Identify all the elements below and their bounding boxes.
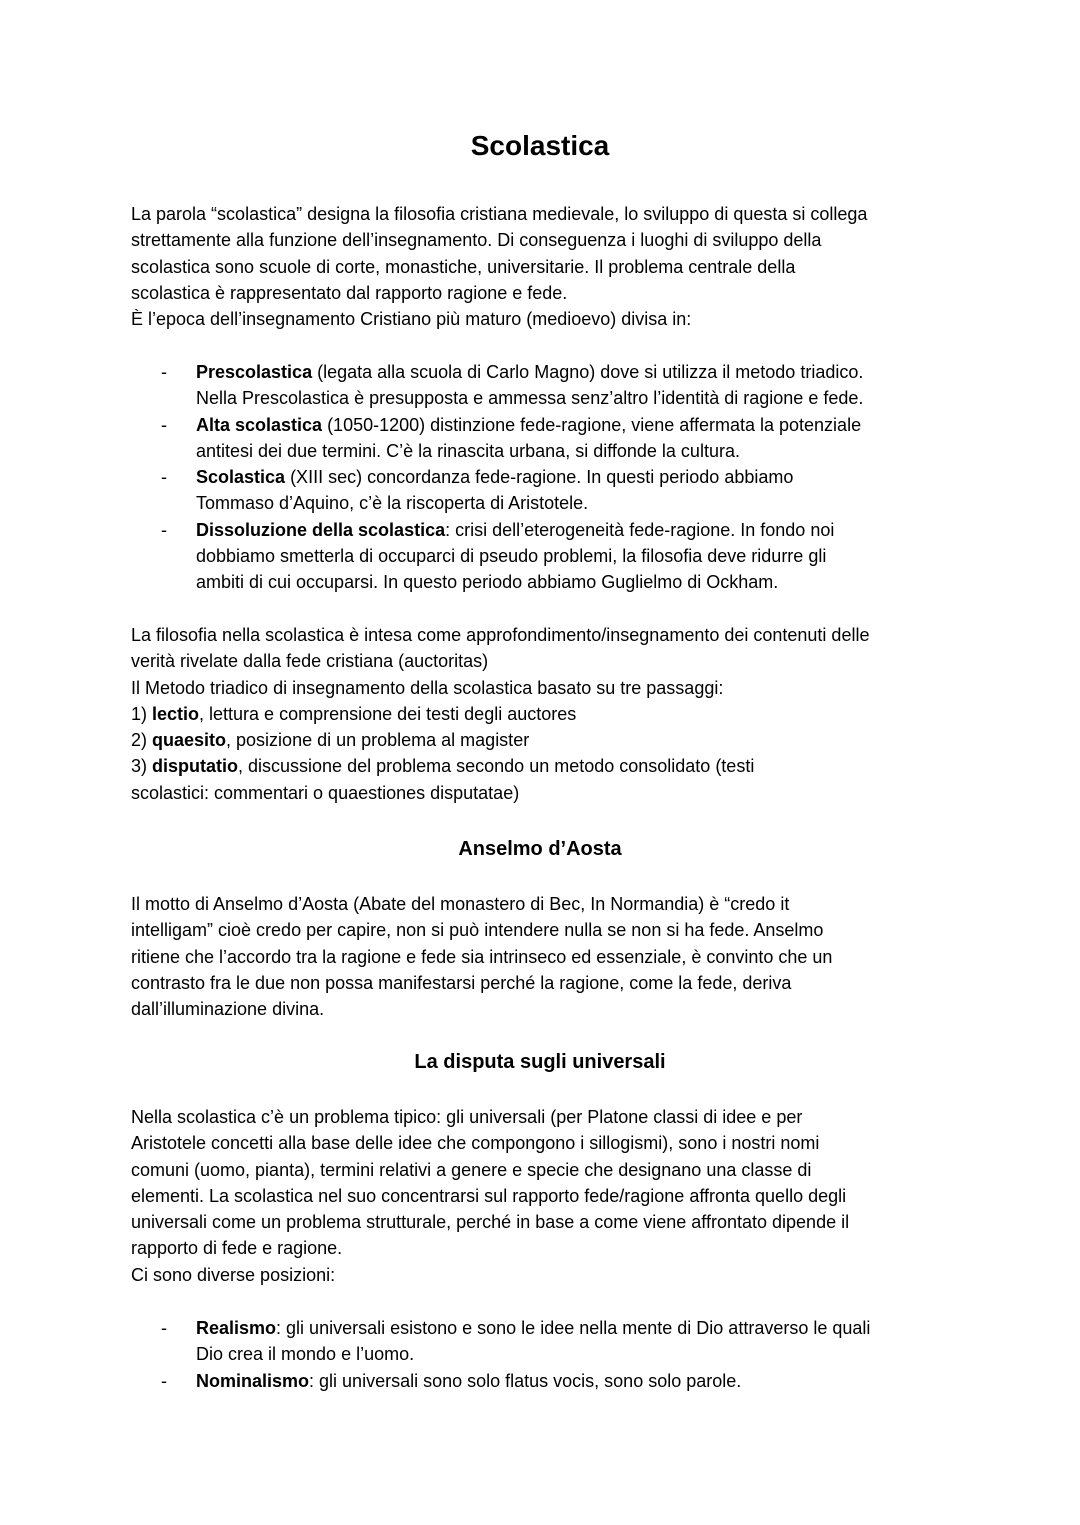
list-item	[131, 517, 961, 596]
universali-paragraph	[131, 1104, 961, 1288]
text-line: scolastica sono scuole di corte, monastiche, universitarie. Il problema centrale della	[131, 256, 796, 277]
text-line: Aristotele concetti alla base delle idee che compongono i sillogismi), sono i nostri nomi	[131, 1133, 820, 1154]
list-item	[131, 1315, 961, 1368]
text-line: scolastica è rappresentato dal rapporto ragione e fede.	[131, 282, 568, 303]
text-line: rapporto di fede e ragione.	[131, 1238, 343, 1259]
period-text: antitesi dei due termini. C’è la rinascita urbana, si diffonde la cultura.	[196, 440, 740, 461]
list-item	[131, 359, 961, 412]
method-term: disputatio	[152, 756, 239, 777]
text-line: ritiene che l’accordo tra la ragione e fede sia intrinseco ed essenziale, è convinto che un	[131, 946, 833, 967]
period-text: (XIII sec) concordanza fede-ragione. In questi periodo abbiamo	[285, 467, 794, 488]
period-term: Alta scolastica	[196, 414, 323, 435]
positions-list	[131, 1315, 961, 1394]
period-term: Prescolastica	[196, 362, 313, 382]
period-term: Scolastica	[196, 467, 286, 488]
method-step: 3) disputatio, discussione del problema secondo un metodo consolidato (testi	[131, 756, 755, 777]
position-text: : gli universali esistono e sono le idee nella mente di Dio attraverso le quali	[276, 1318, 871, 1338]
method-term: lectio	[152, 703, 200, 724]
text-line: verità rivelate dalla fede cristiana (auctoritas)	[131, 651, 489, 672]
position-text: Dio crea il mondo e l’uomo.	[196, 1344, 415, 1365]
period-text: Nella Prescolastica è presupposta e ammessa senz’altro l’identità di ragione e fede.	[196, 388, 864, 409]
method-step: 1) lectio, lettura e comprensione dei testi degli auctores	[131, 703, 577, 724]
text-line: La parola “scolastica” designa la filosofia cristiana medievale, lo sviluppo di questa si collega	[131, 204, 868, 224]
text-line: strettamente alla funzione dell’insegnamento. Di conseguenza i luoghi di sviluppo della	[131, 230, 822, 251]
position-term: Realismo	[196, 1318, 277, 1338]
philosophy-paragraph	[131, 622, 961, 806]
bullet-dash: -	[161, 467, 167, 488]
text-line: contrasto fra le due non possa manifestarsi perché la ragione, come la fede, deriva	[131, 972, 792, 993]
text-line: Nella scolastica c’è un problema tipico: gli universali (per Platone classi di idee e per	[131, 1107, 803, 1127]
list-item	[131, 464, 961, 517]
period-text: ambiti di cui occuparsi. In questo periodo abbiamo Guglielmo di Ockham.	[196, 572, 779, 593]
section-heading-universali: La disputa sugli universali	[414, 1051, 666, 1073]
bullet-dash: -	[161, 1370, 167, 1391]
period-text: dobbiamo smetterla di occuparci di pseudo problemi, la filosofia deve ridurre gli	[196, 546, 827, 567]
periods-list	[131, 359, 961, 596]
anselmo-paragraph	[131, 891, 961, 1022]
bullet-dash: -	[161, 414, 167, 435]
method-step: 2) quaesito, posizione di un problema al magister	[131, 730, 530, 751]
list-item	[131, 412, 961, 465]
text-line: universali come un problema strutturale, perché in base a come viene affrontato dipende il	[131, 1212, 850, 1233]
text-line: dall’illuminazione divina.	[131, 999, 325, 1020]
bullet-dash: -	[161, 519, 167, 540]
position-term: Nominalismo	[196, 1370, 310, 1391]
text-line: Ci sono diverse posizioni:	[131, 1264, 336, 1285]
bullet-dash: -	[161, 362, 167, 382]
text-line: elementi. La scolastica nel suo concentrarsi sul rapporto fede/ragione affronta quello degli	[131, 1185, 847, 1206]
text-line: La filosofia nella scolastica è intesa come approfondimento/insegnamento dei contenuti delle	[131, 625, 870, 645]
period-text: (1050-1200) distinzione fede-ragione, viene affermata la potenziale	[322, 414, 862, 435]
page-title: Scolastica	[470, 130, 610, 161]
text-line: È l’epoca dell’insegnamento Cristiano più maturo (medioevo) divisa in:	[131, 309, 692, 330]
period-text: Tommaso d’Aquino, c’è la riscoperta di Aristotele.	[196, 493, 589, 514]
period-term: Dissoluzione della scolastica	[196, 519, 446, 540]
bullet-dash: -	[161, 1318, 167, 1338]
period-text: (legata alla scuola di Carlo Magno) dove si utilizza il metodo triadico.	[312, 362, 864, 382]
section-heading-anselmo: Anselmo d’Aosta	[458, 838, 622, 860]
list-item	[131, 1368, 961, 1394]
method-term: quaesito	[152, 730, 227, 751]
text-line: scolastici: commentari o quaestiones disputatae)	[131, 782, 520, 803]
text-line: Il Metodo triadico di insegnamento della scolastica basato su tre passaggi:	[131, 677, 724, 698]
intro-paragraph	[131, 201, 961, 332]
position-text: : gli universali sono solo flatus vocis, sono solo parole.	[309, 1370, 742, 1391]
period-text: : crisi dell’eterogeneità fede-ragione. In fondo noi	[445, 519, 835, 540]
text-line: intelligam” cioè credo per capire, non si può intendere nulla se non si ha fede. Anselmo	[131, 920, 824, 941]
text-line: Il motto di Anselmo d’Aosta (Abate del monastero di Bec, In Normandia) è “credo it	[131, 894, 790, 914]
text-line: comuni (uomo, pianta), termini relativi a genere e specie che designano una classe di	[131, 1159, 812, 1180]
